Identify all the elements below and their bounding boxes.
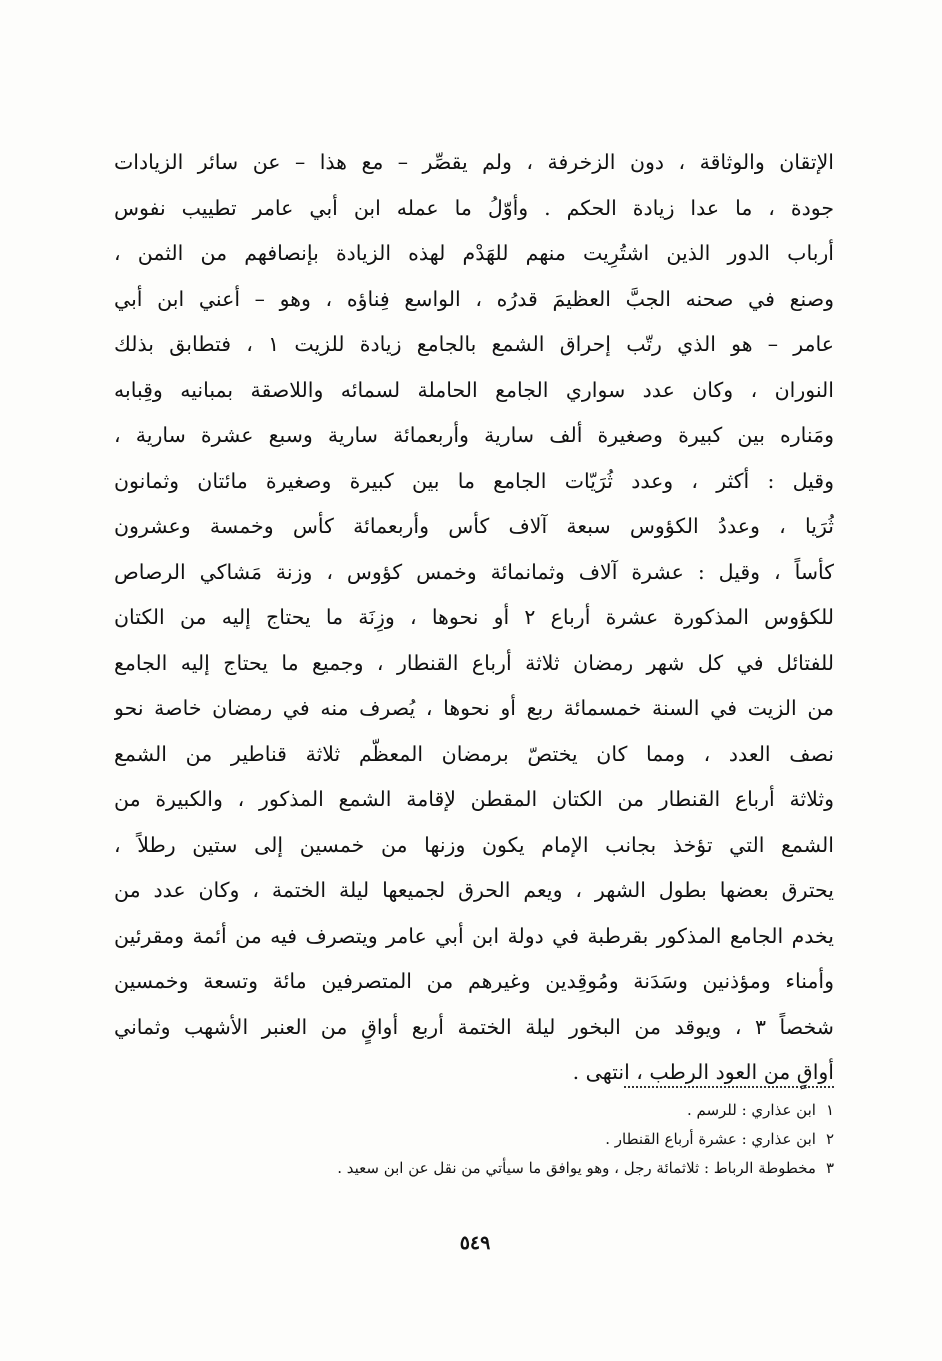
text-line: كأساً ، وقيل : عشرة آلاف وثمانمائة وخمس كؤوس ، وزنة مَشاكي الرصاص	[114, 559, 834, 584]
footnote-text: مخطوطة الرباط : ثلاثمائة رجل ، وهو يوافق ما سيأتي من نقل عن ابن سعيد .	[337, 1159, 816, 1177]
text-line: من الزيت في السنة خمسمائة ربع أو نحوها ، يُصرف منه في رمضان خاصة نحو	[114, 696, 834, 720]
footnote-item	[114, 1125, 834, 1154]
footnote-number: ٣	[825, 1159, 834, 1177]
text-line: النوران ، وكان عدد سواري الجامع الحاملة لسمائه واللاصقة بمبانيه وقِبابه	[114, 377, 834, 402]
text-line: الشمع التي تؤخذ بجانب الإمام يكون وزنها من خمسين إلى ستين رطلاً ،	[114, 832, 834, 857]
text-line: ومَناره بين كبيرة وصغيرة ألف سارية وأربعمائة سارية وسبع عشرة سارية ،	[114, 423, 834, 447]
footnote-text: ابن عذاري : عشرة أرباع القنطار .	[605, 1130, 816, 1148]
body-text	[114, 140, 834, 1096]
footnote-number: ١	[825, 1101, 834, 1119]
footnote-text: ابن عذاري : للرسم .	[686, 1101, 816, 1119]
text-line: نصف العدد ، ومما كان يختصّ برمضان المعظّم ثلاثة قناطير من الشمع	[114, 741, 834, 766]
text-line: ثُرَيا ، وعددُ الكؤوس سبعة آلاف كأس وأربعمائة كأس وخمسة وعشرون	[114, 514, 834, 538]
text-line: أواقٍ من العود الرطب ، انتهى .	[572, 1060, 834, 1084]
text-line: جودة ، ما عدا زيادة الحكم . وأوّلُ ما عمله ابن أبي عامر تطييب نفوس	[114, 195, 834, 220]
text-line: يخدم الجامع المذكور بقرطبة في دولة ابن أبي عامر ويتصرف فيه من أئمة ومقرئين	[114, 923, 834, 948]
text-line: عامر – هو الذي رتّب إحراق الشمع بالجامع زيادة للزيت ١ ، فتطابق بذلك	[114, 332, 834, 356]
text-line: وقيل : أكثر ، وعدد ثُرَيّات الجامع ما بين كبيرة وصغيرة مائتان وثمانون	[114, 468, 834, 493]
footnotes	[114, 1096, 834, 1183]
text-line: وأمناء ومؤذنين وسَدَنة ومُوقِدين وغيرهم من المتصرفين مائة وتسعة وخمسين	[114, 969, 834, 993]
text-line: وصنع في صحنه الجبَّ العظيمَ قدرُه ، الواسع فِناؤه ، وهو – أعني ابن أبي	[114, 286, 834, 311]
text-line: للفتائل في كل شهر رمضان ثلاثة أرباع القنطار ، وجميع ما يحتاج إليه الجامع	[114, 650, 834, 675]
footnote-item	[114, 1096, 834, 1125]
text-line: للكؤوس المذكورة عشرة أرباع ٢ أو نحوها ، وزِنَة ما يحتاج إليه من الكتان	[114, 605, 834, 629]
footnote-number: ٢	[825, 1130, 834, 1148]
text-line: شخصاً ٣ ، ويوقد من البخور ليلة الختمة أربع أواقٍ من العنبر الأشهب وثماني	[114, 1014, 834, 1039]
footnote-item	[114, 1154, 834, 1183]
page-number: ٥٤٩	[459, 1232, 491, 1254]
text-line: الإتقان والوثاقة ، دون الزخرفة ، ولم يقصِّر – مع هذا – عن سائر الزيادات	[114, 150, 834, 174]
text-line: وثلاثة أرباع القنطار من الكتان المقطن لإقامة الشمع المذكور ، والكبيرة من	[114, 787, 834, 811]
text-line: أرباب الدور الذين اشتُرِيت منهم للهَدْم لهذه الزيادة بإنصافهم من الثمن ،	[114, 241, 834, 265]
footnote-divider	[624, 1086, 834, 1088]
text-line: يحترق بعضها بطول الشهر ، ويعم الحرق لجميعها ليلة الختمة ، وكان عدد من	[114, 878, 834, 902]
